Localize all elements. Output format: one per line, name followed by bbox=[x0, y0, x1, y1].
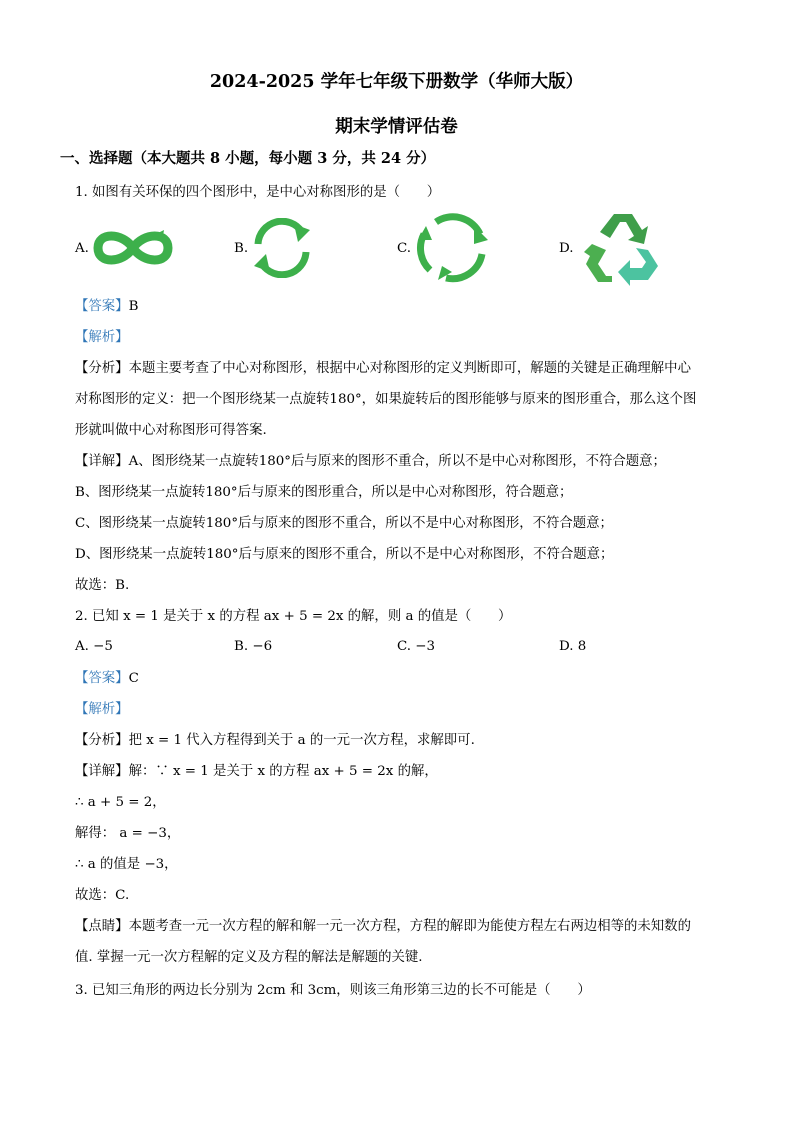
q2-option-a: A. −5 bbox=[75, 639, 113, 654]
question-2-stem: 2. 已知 x = 1 是关于 x 的方程 ax + 5 = 2x 的解，则 a 的值是（ ） bbox=[75, 609, 512, 624]
q1-option-d-label: D. bbox=[559, 241, 574, 256]
question-1-stem: 1. 如图有关环保的四个图形中，是中心对称图形的是（ ） bbox=[75, 185, 441, 200]
q1-detail-b: B、图形绕某一点旋转180°后与原来的图形重合，所以是中心对称图形，符合题意； bbox=[75, 485, 573, 500]
q2-step-2: ∴ a + 5 = 2， bbox=[75, 795, 166, 810]
q2-step-3: 解得： a = −3， bbox=[75, 826, 181, 841]
q1-option-c-label: C. bbox=[397, 241, 412, 256]
q1-detail-d: D、图形绕某一点旋转180°后与原来的图形不重合，所以不是中心对称图形，不符合题意； bbox=[75, 547, 614, 562]
q2-fenxi-line bbox=[75, 732, 475, 750]
recycling-symbol-icon bbox=[584, 210, 662, 286]
fenxi-tag: 【分析】 bbox=[75, 361, 129, 376]
q2-step-1-line bbox=[75, 763, 438, 781]
q1-option-b-label: B. bbox=[234, 241, 249, 256]
xiangjie-tag: 【详解】 bbox=[75, 454, 129, 469]
q1-detail-a: A、图形绕某一点旋转180°后与原来的图形不重合，所以不是中心对称图形，不符合题意； bbox=[128, 454, 666, 469]
q2-option-c: C. −3 bbox=[397, 639, 436, 654]
q2-answer-line bbox=[75, 670, 139, 688]
q1-analysis-tag bbox=[75, 329, 129, 347]
answer-tag: 【答案】 bbox=[75, 299, 129, 314]
q1-option-a-label: A. bbox=[75, 241, 89, 256]
question-3-stem: 3. 已知三角形的两边长分别为 2cm 和 3cm，则该三角形第三边的长不可能是（ ） bbox=[75, 983, 591, 998]
answer-tag: 【答案】 bbox=[75, 671, 129, 686]
q2-answer: C bbox=[128, 671, 139, 686]
page-subtitle: 期末学情评估卷 bbox=[335, 117, 458, 137]
q2-step-1: 解：∵ x = 1 是关于 x 的方程 ax + 5 = 2x 的解， bbox=[128, 764, 438, 779]
infinity-recycle-icon bbox=[92, 226, 174, 270]
xiangjie-tag: 【详解】 bbox=[75, 764, 129, 779]
q1-fenxi-line-1 bbox=[75, 360, 691, 378]
fenxi-tag: 【分析】 bbox=[75, 733, 129, 748]
q1-answer-line bbox=[75, 298, 138, 316]
page-title: 2024-2025 学年七年级下册数学（华师大版） bbox=[209, 72, 584, 92]
q2-dianjing-text-1: 本题考查一元一次方程的解和解一元一次方程，方程的解即为能使方程左右两边相等的未知数的 bbox=[128, 919, 691, 934]
q1-fenxi-line-3: 形就叫做中心对称图形可得答案. bbox=[75, 423, 267, 438]
q1-answer: B bbox=[128, 299, 139, 314]
q1-fenxi-text-1: 本题主要考查了中心对称图形，根据中心对称图形的定义判断即可，解题的关键是正确理解中心 bbox=[128, 361, 691, 376]
q2-fenxi-text: 把 x = 1 代入方程得到关于 a 的一元一次方程，求解即可. bbox=[128, 733, 475, 748]
q2-conclusion: 故选：C. bbox=[75, 888, 130, 903]
q2-dianjing-line-2: 值. 掌握一元一次方程解的定义及方程的解法是解题的关键. bbox=[75, 950, 423, 965]
q1-fenxi-line-2: 对称图形的定义：把一个图形绕某一点旋转180°，如果旋转后的图形能够与原来的图形重合，那么这个图 bbox=[75, 392, 697, 407]
dianjing-tag: 【点睛】 bbox=[75, 919, 129, 934]
q2-step-4: ∴ a 的值是 −3， bbox=[75, 857, 178, 872]
q2-option-b: B. −6 bbox=[234, 639, 273, 654]
q1-detail-a-line bbox=[75, 453, 666, 471]
q1-detail-c: C、图形绕某一点旋转180°后与原来的图形不重合，所以不是中心对称图形，不符合题意； bbox=[75, 516, 613, 531]
analysis-tag: 【解析】 bbox=[75, 330, 129, 345]
q2-analysis-tag bbox=[75, 701, 129, 719]
two-arrow-cycle-icon bbox=[250, 218, 314, 278]
three-arrow-cycle-icon bbox=[416, 212, 492, 284]
q2-dianjing-line-1 bbox=[75, 918, 691, 936]
analysis-tag: 【解析】 bbox=[75, 702, 129, 717]
q2-option-d: D. 8 bbox=[559, 639, 587, 654]
section-heading: 一、选择题（本大题共 8 小题，每小题 3 分，共 24 分） bbox=[60, 150, 436, 167]
q1-conclusion: 故选：B. bbox=[75, 578, 130, 593]
